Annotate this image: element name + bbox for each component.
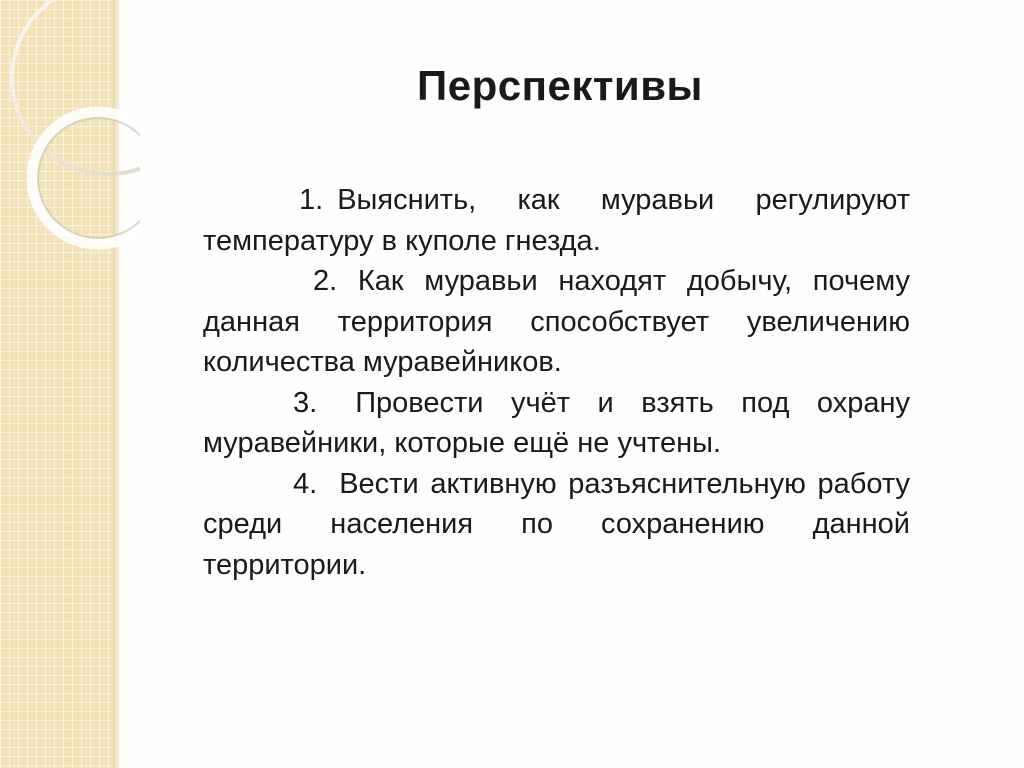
item-number: 2. — [313, 265, 338, 297]
list-item — [203, 180, 910, 261]
item-text: Как муравьи находят добычу, почему данная территория способствует увеличению количества муравейников. — [203, 265, 910, 378]
list-item — [203, 383, 910, 464]
item-number: 1. — [299, 184, 324, 216]
item-text: Провести учёт и взять под охрану муравейники, которые ещё не учтены. — [203, 386, 910, 459]
item-text: Вести активную разъяснительную работу среди населения по сохранению данной территории. — [203, 467, 910, 581]
ring-shapes — [0, 0, 140, 320]
item-number: 3. — [293, 386, 318, 419]
slide-title: Перспективы — [417, 62, 703, 109]
list-item — [203, 261, 910, 383]
item-number: 4. — [293, 467, 318, 500]
ring-small-outer — [32, 112, 140, 244]
perspectives-list — [203, 180, 910, 585]
list-item — [203, 464, 910, 586]
item-text: Выяснить, как муравьи регулируют температуру в куполе гнезда. — [203, 184, 910, 257]
ring-large — [12, 0, 140, 174]
